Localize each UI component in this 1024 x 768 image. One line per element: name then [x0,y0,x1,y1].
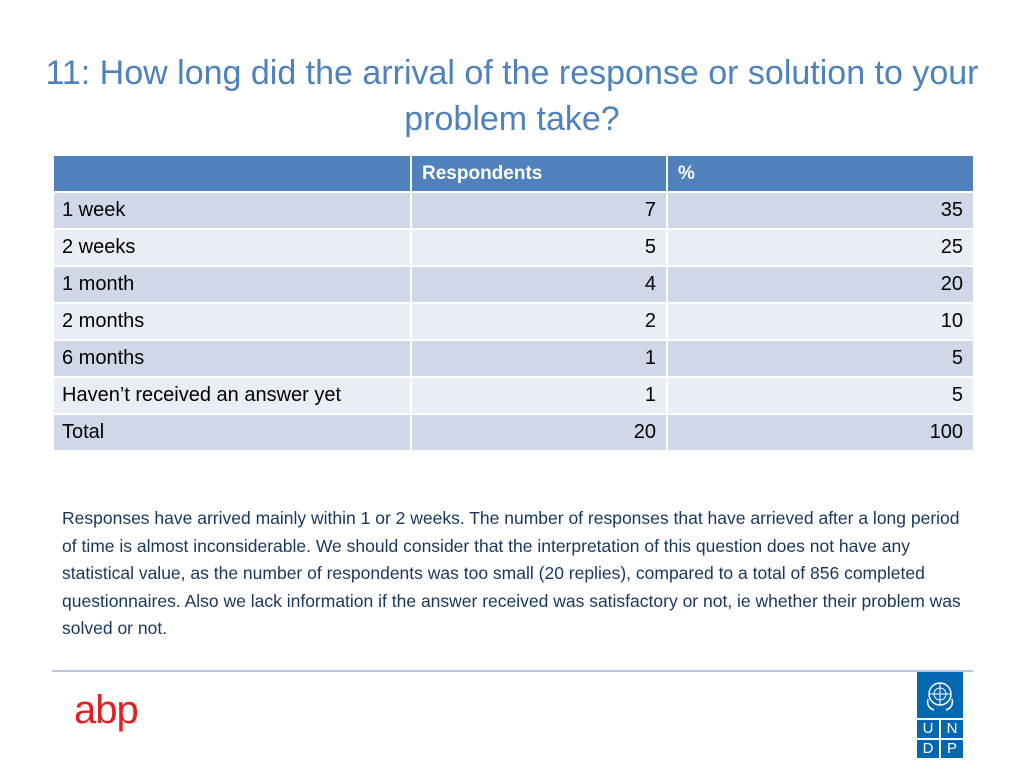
header-respondents: Respondents [411,155,667,192]
row-percent: 35 [667,192,974,229]
total-label: Total [53,414,411,451]
undp-letter: N [941,720,963,738]
total-respondents: 20 [411,414,667,451]
row-label: 1 week [53,192,411,229]
row-percent: 5 [667,377,974,414]
table-header-row [53,155,974,192]
table-row [53,266,974,303]
table-row [53,192,974,229]
row-percent: 5 [667,340,974,377]
row-label: 2 months [53,303,411,340]
row-respondents: 4 [411,266,667,303]
analysis-note: Responses have arrived mainly within 1 or 2 weeks. The number of responses that have arrieved after a long period of time is almost inconsiderable. We should consider that the interpretation of this question does not have any statistical value, as the number of respondents was too small (20 replies), compared to a total of 856 completed questionnaires. Also we lack information if the answer received was satisfactory or not, ie whether their problem was solved or not. [62,508,961,638]
undp-letter: P [941,740,963,758]
row-respondents: 7 [411,192,667,229]
results-table [52,154,975,452]
table-row [53,229,974,266]
header-percent: % [667,155,974,192]
table-row [53,377,974,414]
row-label: 2 weeks [53,229,411,266]
undp-letter: D [917,740,939,758]
row-percent: 10 [667,303,974,340]
row-label: 6 months [53,340,411,377]
total-percent: 100 [667,414,974,451]
row-label: 1 month [53,266,411,303]
row-percent: 25 [667,229,974,266]
row-label: Haven’t received an answer yet [53,377,411,414]
row-respondents: 2 [411,303,667,340]
header-empty [53,155,411,192]
footer-divider [52,670,973,672]
undp-logo [917,672,963,758]
table-row [53,340,974,377]
table-row [53,303,974,340]
row-percent: 20 [667,266,974,303]
undp-letter: U [917,720,939,738]
page-title: 11: How long did the arrival of the response or solution to your problem take? [45,54,979,138]
row-respondents: 1 [411,377,667,414]
abp-logo: abp [74,688,138,732]
un-emblem-icon [917,672,963,718]
row-respondents: 5 [411,229,667,266]
row-respondents: 1 [411,340,667,377]
table-row-total [53,414,974,451]
